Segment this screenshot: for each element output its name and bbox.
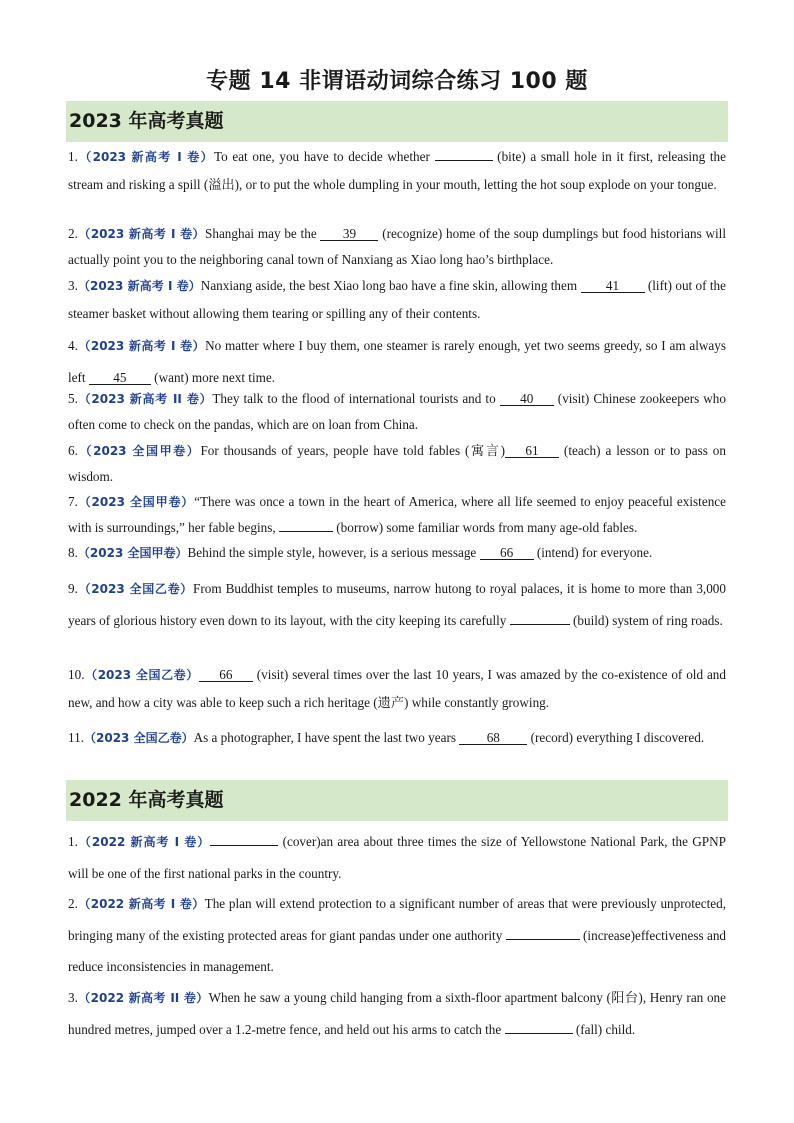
answer-blank[interactable]: [505, 1033, 573, 1034]
page-title: 专题 14 非谓语动词综合练习 100 题: [206, 69, 588, 94]
question-2023-2: 2.（2023 新高考 I 卷）Shanghai may be the 39 (recognize) home of the soup dumplings but food historians will actually point you to the neighboring canal town of Nanxiang as Xiao long hao’s birthplace.: [68, 226, 726, 267]
question-2023-10: 10.（2023 全国乙卷） 66 (visit) several times over the last 10 years, I was amazed by the co-existence of old and new, and how a city was able to keep such a rich heritage (遗产) while constantly growing.: [68, 667, 726, 710]
answer-blank[interactable]: [279, 531, 333, 532]
question-2023-11: 11.（2023 全国乙卷）As a photographer, I have spent the last two years 68 (record) everything I discovered.: [68, 730, 705, 745]
question-2023-5: 5.（2023 新高考 II 卷）They talk to the flood of international tourists and to 40 (visit) Chinese zookeepers who often come to check on the pandas, which are on loan from China.: [68, 391, 726, 432]
question-2023-6: 6.（2023 全国甲卷）For thousands of years, people have told fables (寓言) 61 (teach) a lesson or to pass on wisdom.: [68, 443, 726, 484]
question-2023-1: 1.（2023 新高考 I 卷）To eat one, you have to decide whether (bite) a small hole in it first, releasing the stream and risking a spill (溢出), or to put the whole dumpling in your mouth, letting the hot soup explode on your tongue.: [68, 149, 726, 192]
question-2022-1: 1.（2022 新高考 I 卷） (cover)an area about three times the size of Yellowstone National Park, the GPNP will be one of the first national parks in the country.: [68, 834, 726, 881]
section-header-2022: 2022 年高考真题: [66, 780, 728, 821]
question-2023-3: 3.（2023 新高考 I 卷）Nanxiang aside, the best Xiao long bao have a fine skin, allowing them 41 (lift) out of the steamer basket without allowing them tearing or spilling any of their contents.: [68, 278, 727, 321]
question-2023-7: 7.（2023 全国甲卷）“There was once a town in the heart of America, where all life seemed to enjoy peaceful existence with is surroundings,” her fable begins, (borrow) some familiar words from many age-old fables.: [68, 494, 726, 535]
answer-blank[interactable]: 61: [505, 444, 559, 458]
question-2023-4: 4.（2023 新高考 I 卷）No matter where I buy them, one steamer is rarely enough, yet two seems greedy, so I am always left 45 (want) more next time.: [68, 338, 726, 385]
answer-blank[interactable]: 68: [459, 731, 527, 745]
answer-blank[interactable]: [510, 624, 570, 625]
question-2022-3: 3.（2022 新高考 II 卷）When he saw a young child hanging from a sixth-floor apartment balcony (阳台), Henry ran one hundred metres, jumped over a 1.2-metre fence, and held out his arms to catch the (fall) child.: [68, 990, 726, 1037]
answer-blank[interactable]: [210, 845, 278, 846]
answer-blank[interactable]: 66: [480, 546, 534, 560]
answer-blank[interactable]: 40: [500, 392, 554, 406]
answer-blank[interactable]: 45: [89, 371, 151, 385]
answer-blank[interactable]: [506, 939, 580, 940]
answer-blank[interactable]: [435, 160, 493, 161]
section-header-2023: 2023 年高考真题: [66, 101, 728, 142]
answer-blank[interactable]: 66: [199, 668, 253, 682]
question-2023-9: 9.（2023 全国乙卷）From Buddhist temples to museums, narrow hutong to royal palaces, it is home to more than 3,000 years of glorious history even down to its layout, with the city keeping its carefully (build) system of ring roads.: [68, 581, 726, 628]
question-2023-8: 8.（2023 全国甲卷）Behind the simple style, however, is a serious message 66 (intend) for everyone.: [68, 545, 653, 560]
answer-blank[interactable]: 41: [581, 279, 645, 293]
answer-blank[interactable]: 39: [320, 227, 378, 241]
question-2022-2: 2.（2022 新高考 I 卷）The plan will extend protection to a significant number of areas that were previously unprotected, bringing many of the existing protected areas for giant pandas under one authority (increase)effectiveness and reduce inconsistencies in management.: [68, 896, 727, 974]
